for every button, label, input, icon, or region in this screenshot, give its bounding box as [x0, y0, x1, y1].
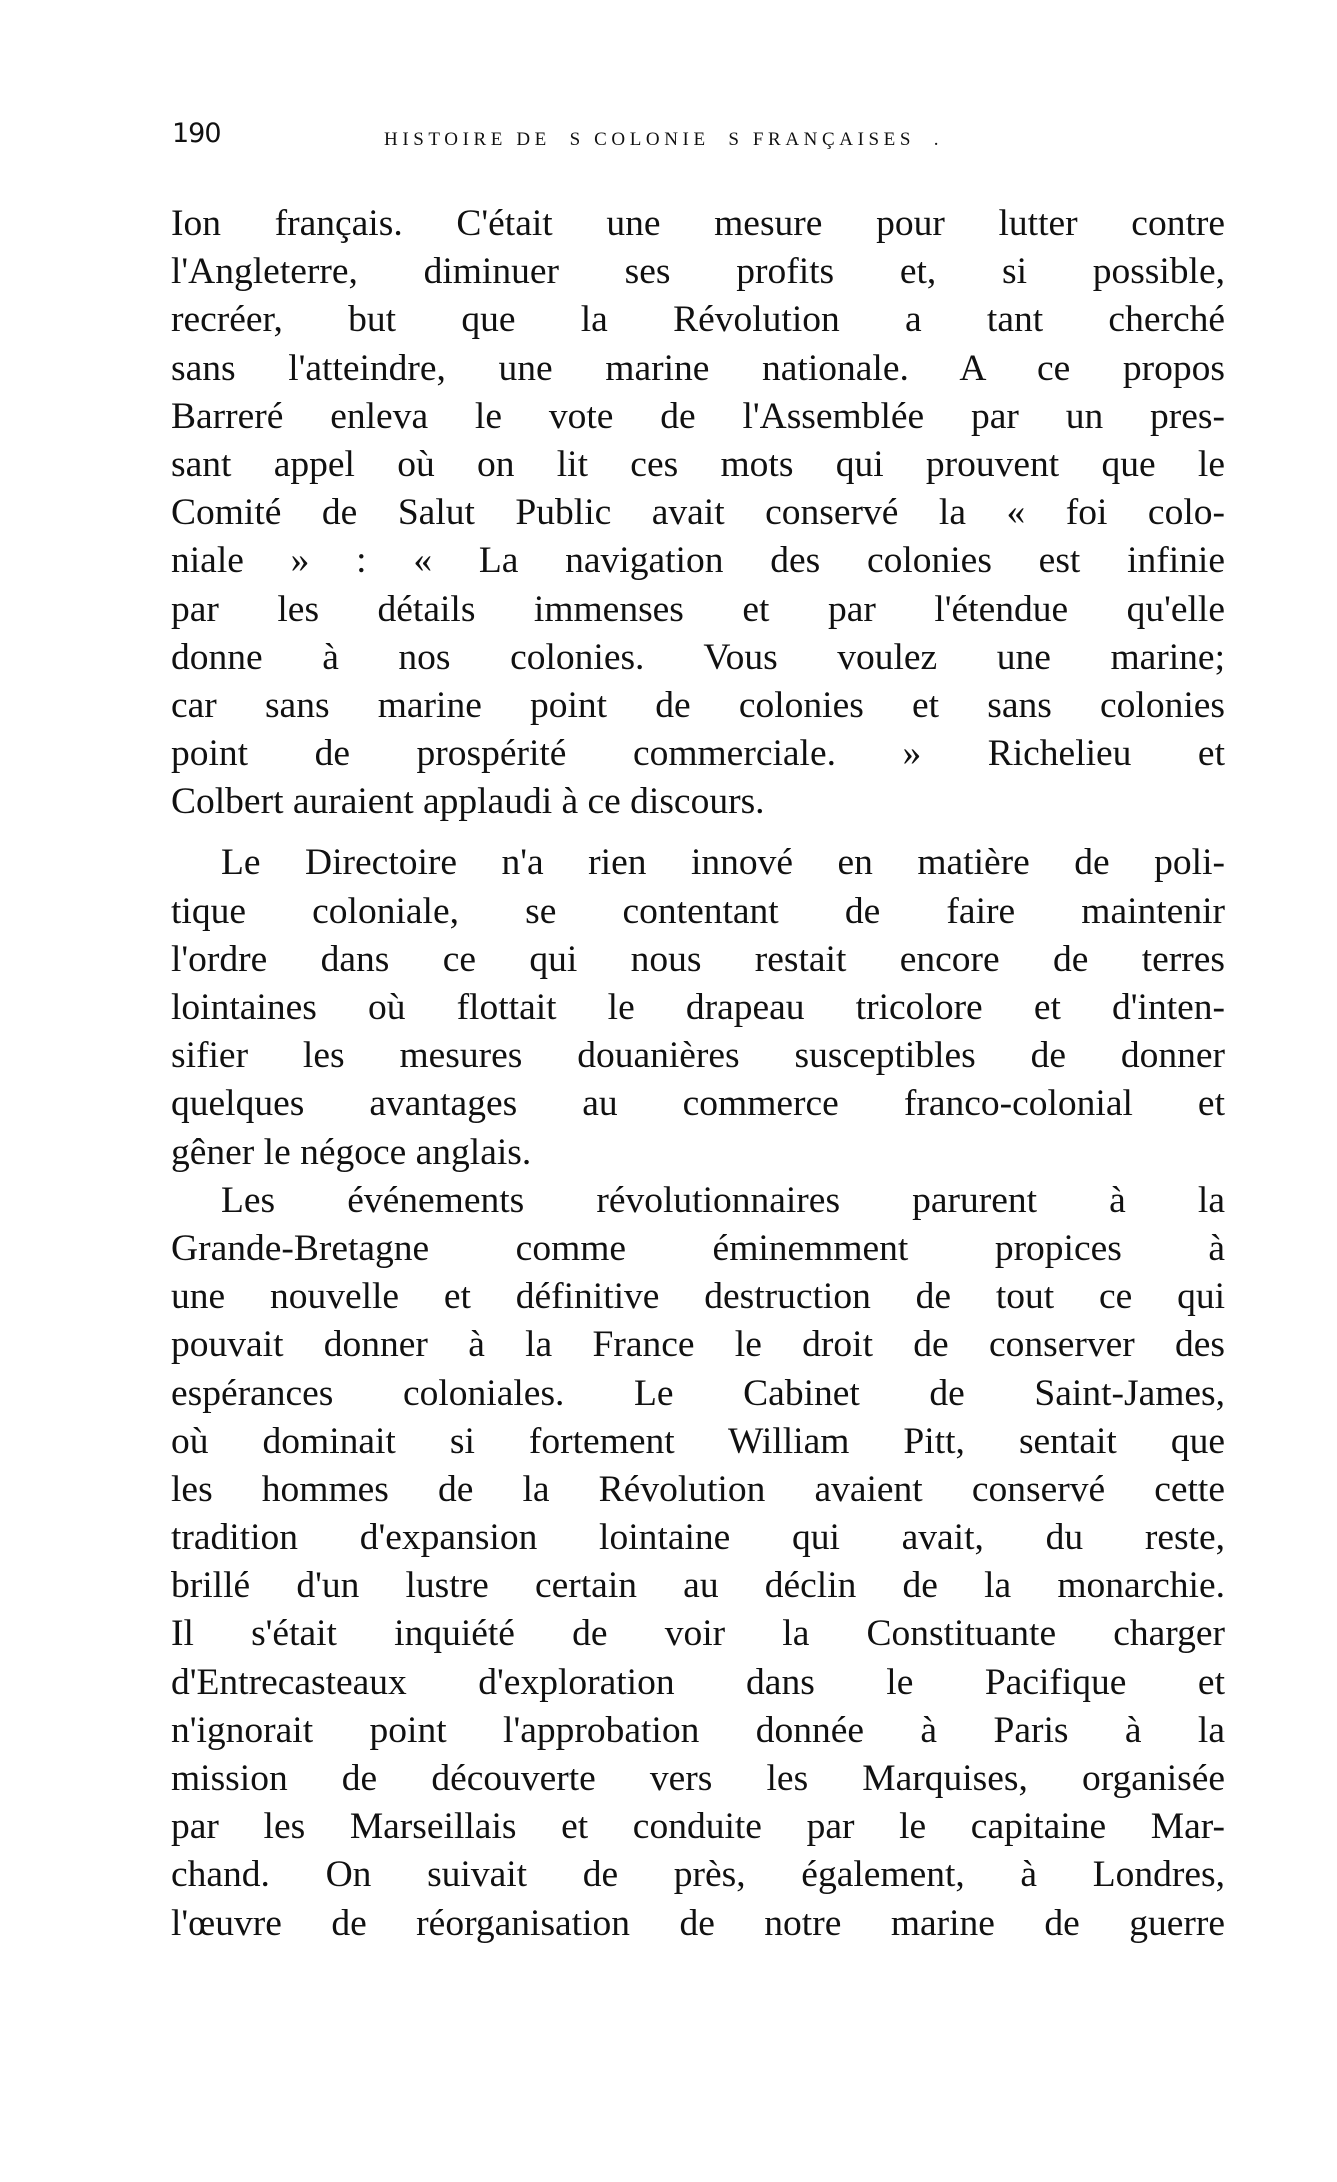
text-line: quelques avantages au commerce franco-colonial et	[171, 1083, 1225, 1125]
text-line: brillé d'un lustre certain au déclin de la monarchie.	[171, 1565, 1225, 1607]
text-line: donne à nos colonies. Vous voulez une marine;	[171, 636, 1225, 678]
text-line: mission de découverte vers les Marquises, organisée	[171, 1758, 1225, 1799]
text-line: Le Directoire n'a rien innové en matière de poli-	[221, 842, 1225, 884]
text-line: car sans marine point de colonies et sans colonies	[171, 684, 1225, 726]
text-line: tique coloniale, se contentant de faire maintenir	[171, 890, 1225, 932]
text-line: Ion français. C'était une mesure pour lutter contre	[171, 203, 1225, 244]
text-line: recréer, but que la Révolution a tant cherché	[171, 299, 1225, 341]
text-line: chand. On suivait de près, également, à Londres,	[171, 1854, 1225, 1896]
text-line: d'Entrecasteaux d'exploration dans le Pacifique et	[171, 1661, 1225, 1703]
text-line: les hommes de la Révolution avaient conservé cette	[171, 1468, 1225, 1510]
paragraph-2	[171, 839, 1225, 1176]
body-text	[171, 200, 1225, 1948]
paragraph-3	[171, 1177, 1225, 1948]
text-line: Les événements révolutionnaires parurent à la	[221, 1179, 1225, 1221]
text-line: où dominait si fortement William Pitt, sentait que	[171, 1420, 1225, 1462]
text-line: lointaines où flottait le drapeau tricolore et d'inten-	[171, 987, 1225, 1028]
running-title: HISTOIRE DE S COLONIE S FRANÇAISES .	[384, 129, 944, 150]
paragraph-1	[171, 200, 1225, 826]
text-line: n'ignorait point l'approbation donnée à Paris à la	[171, 1709, 1225, 1751]
text-line: Barreré enleva le vote de l'Assemblée par un pres-	[171, 395, 1225, 437]
text-line: l'ordre dans ce qui nous restait encore de terres	[171, 938, 1225, 980]
text-line: pouvait donner à la France le droit de conserver des	[171, 1324, 1225, 1366]
text-line: sifier les mesures douanières susceptibles de donner	[171, 1035, 1225, 1077]
text-line: par les détails immenses et par l'étendue qu'elle	[171, 588, 1225, 630]
text-line: espérances coloniales. Le Cabinet de Saint-James,	[171, 1372, 1225, 1414]
text-line: Colbert auraient applaudi à ce discours.	[171, 781, 765, 823]
text-line: gêner le négoce anglais.	[171, 1131, 532, 1173]
text-line: sans l'atteindre, une marine nationale. A ce propos	[171, 347, 1225, 389]
text-line: l'œuvre de réorganisation de notre marine de guerre	[171, 1902, 1225, 1944]
page-number: 190	[172, 118, 221, 149]
text-line: Comité de Salut Public avait conservé la « foi colo-	[171, 492, 1225, 534]
text-line: Il s'était inquiété de voir la Constituante charger	[171, 1613, 1225, 1655]
paragraph-gap	[171, 826, 1225, 839]
text-line: tradition d'expansion lointaine qui avait, du reste,	[171, 1517, 1225, 1559]
text-line: l'Angleterre, diminuer ses profits et, si possible,	[171, 251, 1225, 293]
text-line: Grande-Bretagne comme éminemment propices à	[171, 1227, 1225, 1269]
text-line: niale » : « La navigation des colonies est infinie	[171, 540, 1225, 582]
text-line: sant appel où on lit ces mots qui prouvent que le	[171, 443, 1225, 485]
page-header	[172, 118, 1224, 168]
text-line: une nouvelle et définitive destruction de tout ce qui	[171, 1276, 1225, 1318]
text-line: par les Marseillais et conduite par le capitaine Mar-	[171, 1806, 1225, 1848]
text-line: point de prospérité commerciale. » Richelieu et	[171, 733, 1225, 775]
